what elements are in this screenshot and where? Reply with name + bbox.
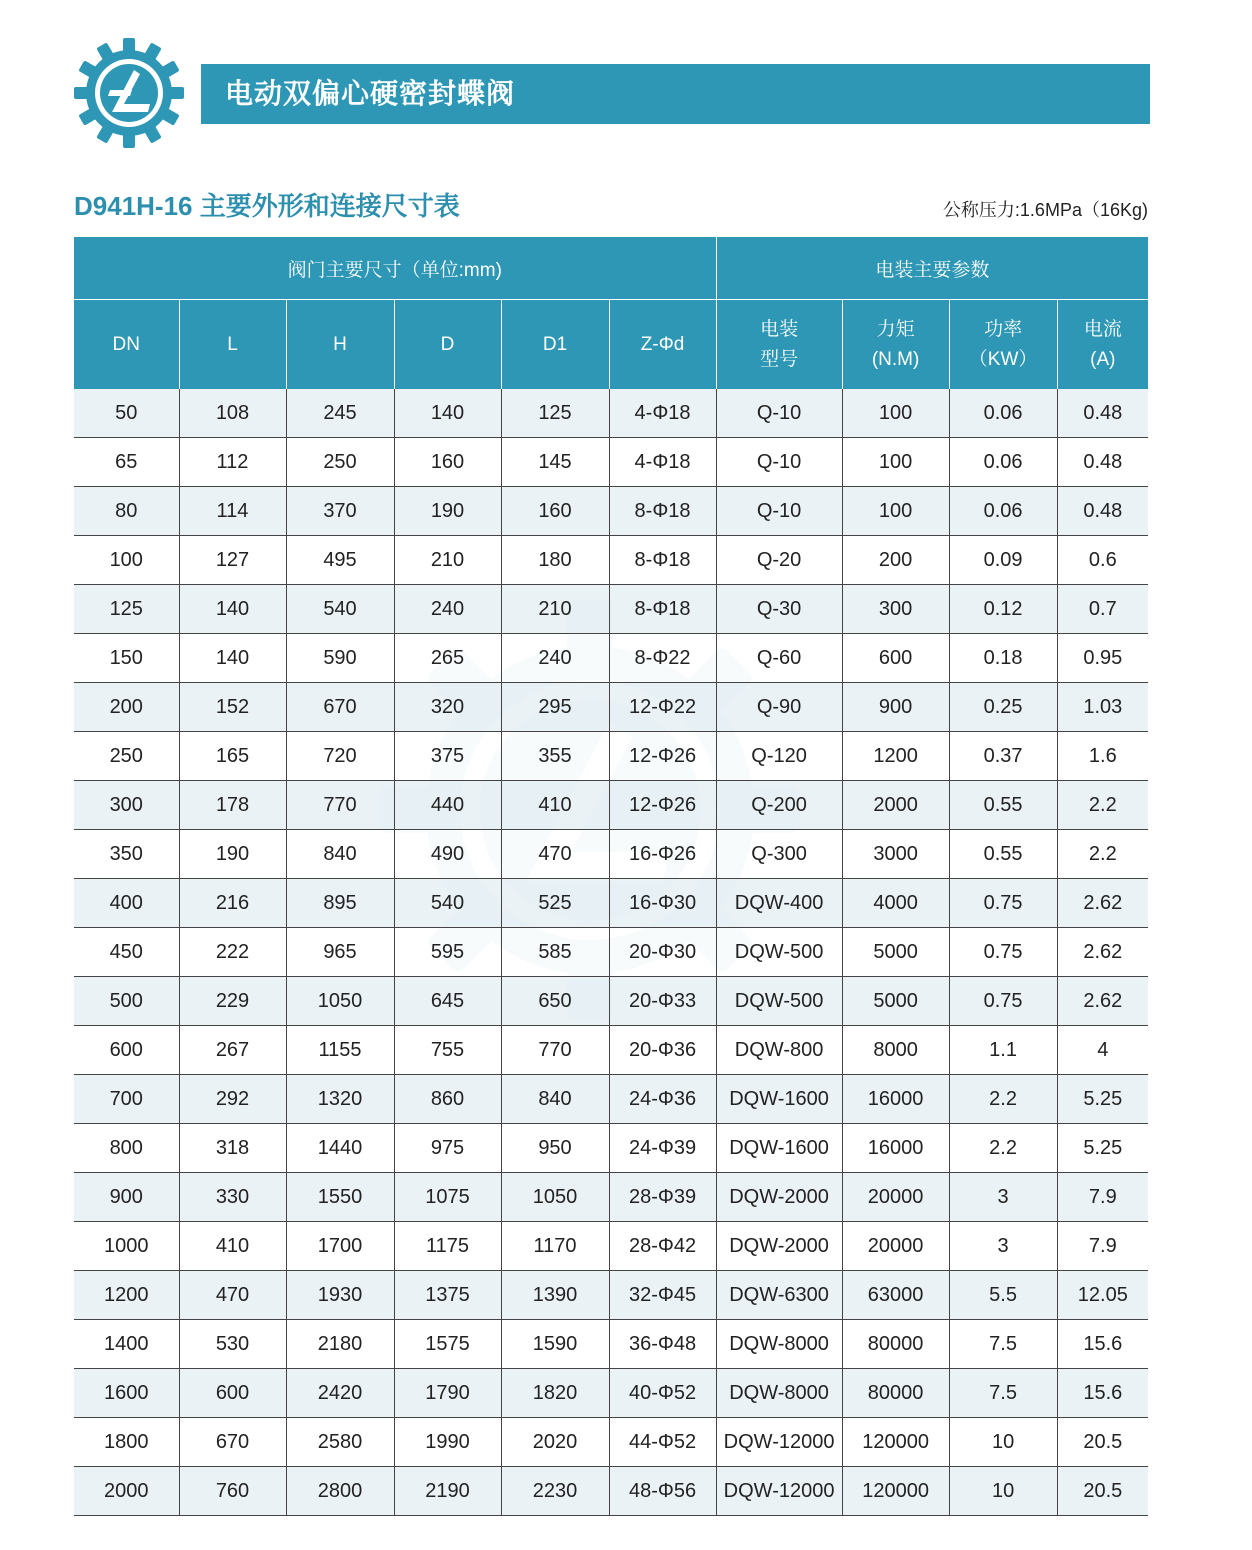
cell-d1: 1170 [501, 1222, 609, 1271]
cell-current: 7.9 [1057, 1222, 1148, 1271]
cell-d: 140 [394, 389, 501, 438]
cell-d1: 1820 [501, 1369, 609, 1418]
cell-current: 12.05 [1057, 1271, 1148, 1320]
cell-z-phi-d: 40-Φ52 [609, 1369, 716, 1418]
cell-torque: 16000 [842, 1124, 949, 1173]
cell-current: 2.2 [1057, 781, 1148, 830]
col-header-torque: 力矩 (N.M) [842, 300, 949, 390]
col-header-l: L [179, 300, 286, 390]
cell-l: 318 [179, 1124, 286, 1173]
cell-torque: 4000 [842, 879, 949, 928]
group-header-valve-dimensions: 阀门主要尺寸（单位:mm) [74, 237, 716, 300]
table-row [74, 928, 1148, 977]
cell-l: 267 [179, 1026, 286, 1075]
cell-z-phi-d: 16-Φ26 [609, 830, 716, 879]
cell-torque: 16000 [842, 1075, 949, 1124]
cell-current: 0.6 [1057, 536, 1148, 585]
table-row [74, 634, 1148, 683]
cell-actuator-model: Q-60 [716, 634, 842, 683]
cell-d1: 1390 [501, 1271, 609, 1320]
cell-h: 1550 [286, 1173, 394, 1222]
cell-d: 265 [394, 634, 501, 683]
cell-z-phi-d: 12-Φ26 [609, 781, 716, 830]
cell-power: 1.1 [949, 1026, 1057, 1075]
cell-h: 1440 [286, 1124, 394, 1173]
cell-dn: 300 [74, 781, 179, 830]
cell-torque: 100 [842, 438, 949, 487]
cell-actuator-model: Q-10 [716, 487, 842, 536]
cell-power: 0.55 [949, 830, 1057, 879]
cell-z-phi-d: 24-Φ36 [609, 1075, 716, 1124]
cell-z-phi-d: 4-Φ18 [609, 438, 716, 487]
cell-d: 2190 [394, 1467, 501, 1516]
cell-d1: 145 [501, 438, 609, 487]
cell-current: 15.6 [1057, 1369, 1148, 1418]
table-row [74, 1075, 1148, 1124]
table-row [74, 1222, 1148, 1271]
cell-h: 965 [286, 928, 394, 977]
cell-d: 190 [394, 487, 501, 536]
cell-h: 495 [286, 536, 394, 585]
table-row [74, 1369, 1148, 1418]
cell-d1: 1050 [501, 1173, 609, 1222]
cell-dn: 800 [74, 1124, 179, 1173]
cell-h: 590 [286, 634, 394, 683]
table-row [74, 830, 1148, 879]
cell-current: 1.03 [1057, 683, 1148, 732]
cell-d1: 2230 [501, 1467, 609, 1516]
cell-d: 1075 [394, 1173, 501, 1222]
cell-torque: 5000 [842, 928, 949, 977]
title-banner [201, 64, 1150, 124]
cell-h: 2180 [286, 1320, 394, 1369]
cell-d1: 125 [501, 389, 609, 438]
cell-d: 210 [394, 536, 501, 585]
cell-torque: 900 [842, 683, 949, 732]
cell-d1: 180 [501, 536, 609, 585]
cell-dn: 700 [74, 1075, 179, 1124]
table-row [74, 781, 1148, 830]
cell-current: 2.2 [1057, 830, 1148, 879]
table-row [74, 438, 1148, 487]
cell-h: 2580 [286, 1418, 394, 1467]
cell-z-phi-d: 20-Φ30 [609, 928, 716, 977]
cell-d: 490 [394, 830, 501, 879]
cell-actuator-model: Q-10 [716, 438, 842, 487]
cell-z-phi-d: 20-Φ36 [609, 1026, 716, 1075]
cell-d1: 585 [501, 928, 609, 977]
cell-dn: 1800 [74, 1418, 179, 1467]
cell-torque: 120000 [842, 1418, 949, 1467]
table-row [74, 879, 1148, 928]
cell-z-phi-d: 48-Φ56 [609, 1467, 716, 1516]
cell-actuator-model: DQW-500 [716, 928, 842, 977]
col-header-d1: D1 [501, 300, 609, 390]
cell-actuator-model: DQW-1600 [716, 1075, 842, 1124]
cell-l: 222 [179, 928, 286, 977]
cell-current: 15.6 [1057, 1320, 1148, 1369]
dimension-table [74, 237, 1148, 1516]
cell-dn: 2000 [74, 1467, 179, 1516]
table-row [74, 1124, 1148, 1173]
cell-dn: 400 [74, 879, 179, 928]
cell-current: 0.95 [1057, 634, 1148, 683]
cell-d: 320 [394, 683, 501, 732]
cell-actuator-model: DQW-1600 [716, 1124, 842, 1173]
cell-h: 1050 [286, 977, 394, 1026]
col-header-current: 电流 (A) [1057, 300, 1148, 390]
cell-actuator-model: DQW-800 [716, 1026, 842, 1075]
cell-d: 240 [394, 585, 501, 634]
cell-l: 190 [179, 830, 286, 879]
cell-d1: 160 [501, 487, 609, 536]
cell-l: 292 [179, 1075, 286, 1124]
cell-power: 0.06 [949, 487, 1057, 536]
cell-d: 755 [394, 1026, 501, 1075]
cell-power: 5.5 [949, 1271, 1057, 1320]
cell-power: 10 [949, 1418, 1057, 1467]
cell-d1: 410 [501, 781, 609, 830]
cell-h: 895 [286, 879, 394, 928]
cell-d1: 2020 [501, 1418, 609, 1467]
cell-dn: 250 [74, 732, 179, 781]
cell-power: 0.75 [949, 977, 1057, 1026]
cell-torque: 5000 [842, 977, 949, 1026]
cell-current: 4 [1057, 1026, 1148, 1075]
cell-d1: 950 [501, 1124, 609, 1173]
cell-power: 0.18 [949, 634, 1057, 683]
cell-l: 112 [179, 438, 286, 487]
cell-current: 0.48 [1057, 438, 1148, 487]
cell-power: 2.2 [949, 1124, 1057, 1173]
cell-dn: 50 [74, 389, 179, 438]
cell-torque: 120000 [842, 1467, 949, 1516]
cell-dn: 450 [74, 928, 179, 977]
cell-torque: 20000 [842, 1173, 949, 1222]
cell-current: 2.62 [1057, 928, 1148, 977]
cell-d1: 210 [501, 585, 609, 634]
cell-h: 245 [286, 389, 394, 438]
cell-d1: 770 [501, 1026, 609, 1075]
cell-z-phi-d: 8-Φ18 [609, 536, 716, 585]
col-header-z-phi-d: Z-Φd [609, 300, 716, 390]
cell-z-phi-d: 4-Φ18 [609, 389, 716, 438]
cell-dn: 1400 [74, 1320, 179, 1369]
cell-torque: 63000 [842, 1271, 949, 1320]
cell-d: 1575 [394, 1320, 501, 1369]
table-row [74, 1320, 1148, 1369]
cell-current: 2.62 [1057, 977, 1148, 1026]
cell-d1: 840 [501, 1075, 609, 1124]
cell-z-phi-d: 28-Φ42 [609, 1222, 716, 1271]
cell-power: 3 [949, 1222, 1057, 1271]
cell-l: 600 [179, 1369, 286, 1418]
table-row [74, 977, 1148, 1026]
cell-current: 5.25 [1057, 1124, 1148, 1173]
cell-l: 165 [179, 732, 286, 781]
cell-current: 1.6 [1057, 732, 1148, 781]
cell-h: 2800 [286, 1467, 394, 1516]
cell-l: 140 [179, 585, 286, 634]
cell-dn: 500 [74, 977, 179, 1026]
cell-torque: 2000 [842, 781, 949, 830]
cell-d1: 525 [501, 879, 609, 928]
cell-dn: 150 [74, 634, 179, 683]
cell-z-phi-d: 32-Φ45 [609, 1271, 716, 1320]
cell-d1: 240 [501, 634, 609, 683]
cell-current: 0.7 [1057, 585, 1148, 634]
cell-d: 645 [394, 977, 501, 1026]
cell-z-phi-d: 44-Φ52 [609, 1418, 716, 1467]
cell-power: 0.75 [949, 879, 1057, 928]
cell-h: 840 [286, 830, 394, 879]
cell-actuator-model: Q-30 [716, 585, 842, 634]
table-row [74, 1418, 1148, 1467]
cell-current: 0.48 [1057, 389, 1148, 438]
cell-power: 3 [949, 1173, 1057, 1222]
cell-actuator-model: DQW-12000 [716, 1418, 842, 1467]
cell-h: 1320 [286, 1075, 394, 1124]
cell-torque: 20000 [842, 1222, 949, 1271]
cell-actuator-model: DQW-6300 [716, 1271, 842, 1320]
cell-power: 2.2 [949, 1075, 1057, 1124]
cell-dn: 350 [74, 830, 179, 879]
cell-torque: 1200 [842, 732, 949, 781]
cell-z-phi-d: 8-Φ18 [609, 585, 716, 634]
cell-h: 1155 [286, 1026, 394, 1075]
cell-h: 1930 [286, 1271, 394, 1320]
cell-h: 720 [286, 732, 394, 781]
cell-dn: 900 [74, 1173, 179, 1222]
cell-torque: 300 [842, 585, 949, 634]
cell-dn: 80 [74, 487, 179, 536]
col-header-power: 功率 （KW） [949, 300, 1057, 390]
cell-d1: 470 [501, 830, 609, 879]
group-header-actuator-params: 电装主要参数 [716, 237, 1148, 300]
table-row [74, 536, 1148, 585]
cell-power: 0.75 [949, 928, 1057, 977]
cell-h: 540 [286, 585, 394, 634]
cell-l: 178 [179, 781, 286, 830]
cell-dn: 1600 [74, 1369, 179, 1418]
table-row [74, 732, 1148, 781]
table-row [74, 1271, 1148, 1320]
col-header-h: H [286, 300, 394, 390]
table-row [74, 487, 1148, 536]
cell-d1: 1590 [501, 1320, 609, 1369]
cell-z-phi-d: 28-Φ39 [609, 1173, 716, 1222]
cell-torque: 600 [842, 634, 949, 683]
cell-current: 7.9 [1057, 1173, 1148, 1222]
cell-power: 7.5 [949, 1369, 1057, 1418]
cell-torque: 100 [842, 389, 949, 438]
col-header-dn: DN [74, 300, 179, 390]
cell-power: 0.06 [949, 438, 1057, 487]
cell-l: 216 [179, 879, 286, 928]
cell-current: 20.5 [1057, 1418, 1148, 1467]
cell-current: 5.25 [1057, 1075, 1148, 1124]
cell-d: 860 [394, 1075, 501, 1124]
cell-z-phi-d: 20-Φ33 [609, 977, 716, 1026]
cell-d: 540 [394, 879, 501, 928]
cell-power: 0.06 [949, 389, 1057, 438]
table-row [74, 1467, 1148, 1516]
cell-z-phi-d: 8-Φ22 [609, 634, 716, 683]
cell-torque: 3000 [842, 830, 949, 879]
cell-actuator-model: DQW-8000 [716, 1369, 842, 1418]
cell-actuator-model: Q-300 [716, 830, 842, 879]
table-row [74, 1173, 1148, 1222]
cell-l: 330 [179, 1173, 286, 1222]
cell-dn: 200 [74, 683, 179, 732]
table-row [74, 389, 1148, 438]
cell-dn: 65 [74, 438, 179, 487]
cell-h: 370 [286, 487, 394, 536]
table-row [74, 1026, 1148, 1075]
cell-d: 1990 [394, 1418, 501, 1467]
cell-actuator-model: Q-10 [716, 389, 842, 438]
cell-power: 0.09 [949, 536, 1057, 585]
cell-current: 20.5 [1057, 1467, 1148, 1516]
cell-dn: 125 [74, 585, 179, 634]
table-row [74, 585, 1148, 634]
cell-actuator-model: Q-200 [716, 781, 842, 830]
cell-l: 410 [179, 1222, 286, 1271]
cell-d1: 355 [501, 732, 609, 781]
cell-l: 152 [179, 683, 286, 732]
cell-l: 127 [179, 536, 286, 585]
cell-h: 1700 [286, 1222, 394, 1271]
cell-l: 530 [179, 1320, 286, 1369]
cell-h: 670 [286, 683, 394, 732]
cell-actuator-model: Q-90 [716, 683, 842, 732]
cell-z-phi-d: 16-Φ30 [609, 879, 716, 928]
cell-actuator-model: DQW-400 [716, 879, 842, 928]
cell-actuator-model: DQW-8000 [716, 1320, 842, 1369]
cell-power: 7.5 [949, 1320, 1057, 1369]
cell-l: 108 [179, 389, 286, 438]
cell-actuator-model: DQW-12000 [716, 1467, 842, 1516]
cell-d: 1375 [394, 1271, 501, 1320]
cell-actuator-model: Q-120 [716, 732, 842, 781]
cell-torque: 8000 [842, 1026, 949, 1075]
cell-actuator-model: Q-20 [716, 536, 842, 585]
cell-power: 0.55 [949, 781, 1057, 830]
cell-h: 250 [286, 438, 394, 487]
cell-z-phi-d: 24-Φ39 [609, 1124, 716, 1173]
banner-title: 电动双偏心硬密封蝶阀 [225, 78, 516, 109]
cell-current: 0.48 [1057, 487, 1148, 536]
cell-dn: 600 [74, 1026, 179, 1075]
cell-d: 440 [394, 781, 501, 830]
cell-torque: 80000 [842, 1320, 949, 1369]
cell-torque: 200 [842, 536, 949, 585]
cell-d: 1790 [394, 1369, 501, 1418]
cell-current: 2.62 [1057, 879, 1148, 928]
cell-actuator-model: DQW-2000 [716, 1222, 842, 1271]
cell-torque: 100 [842, 487, 949, 536]
cell-l: 760 [179, 1467, 286, 1516]
cell-d: 1175 [394, 1222, 501, 1271]
cell-dn: 1200 [74, 1271, 179, 1320]
cell-z-phi-d: 8-Φ18 [609, 487, 716, 536]
cell-z-phi-d: 12-Φ22 [609, 683, 716, 732]
gear-logo-icon [74, 38, 184, 148]
table-row [74, 683, 1148, 732]
cell-actuator-model: DQW-500 [716, 977, 842, 1026]
table-body [74, 389, 1148, 1516]
cell-dn: 100 [74, 536, 179, 585]
cell-l: 114 [179, 487, 286, 536]
cell-torque: 80000 [842, 1369, 949, 1418]
cell-d: 160 [394, 438, 501, 487]
table-title: D941H-16 主要外形和连接尺寸表 [74, 191, 460, 221]
cell-l: 470 [179, 1271, 286, 1320]
cell-l: 229 [179, 977, 286, 1026]
cell-actuator-model: DQW-2000 [716, 1173, 842, 1222]
cell-power: 10 [949, 1467, 1057, 1516]
cell-d1: 650 [501, 977, 609, 1026]
cell-z-phi-d: 12-Φ26 [609, 732, 716, 781]
cell-d: 375 [394, 732, 501, 781]
cell-power: 0.37 [949, 732, 1057, 781]
cell-power: 0.25 [949, 683, 1057, 732]
cell-dn: 1000 [74, 1222, 179, 1271]
cell-d: 595 [394, 928, 501, 977]
cell-h: 770 [286, 781, 394, 830]
pressure-rating: 公称压力:1.6MPa（16Kg) [942, 200, 1148, 220]
cell-power: 0.12 [949, 585, 1057, 634]
cell-l: 670 [179, 1418, 286, 1467]
col-header-actuator-model: 电装 型号 [716, 300, 842, 390]
cell-d: 975 [394, 1124, 501, 1173]
cell-d1: 295 [501, 683, 609, 732]
cell-l: 140 [179, 634, 286, 683]
cell-h: 2420 [286, 1369, 394, 1418]
cell-z-phi-d: 36-Φ48 [609, 1320, 716, 1369]
col-header-d: D [394, 300, 501, 390]
